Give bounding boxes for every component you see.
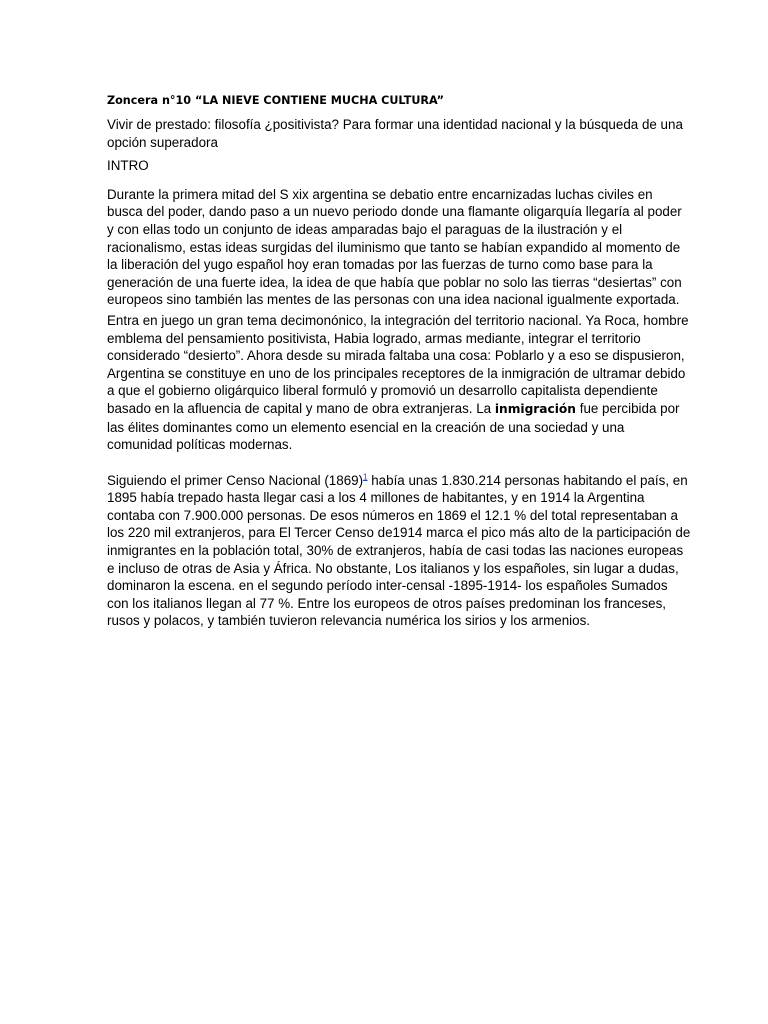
paragraph-1: Durante la primera mitad del S xix argentina se debatio entre encarnizadas luchas civiles en busca del poder, dando paso a un nuevo periodo donde una flamante oligarquía llegaría al poder y con ellas todo un conjunto de ideas amparadas bajo el paraguas de la ilustración y el racionalismo, estas ideas surgidas del iluminismo que tanto se habían expandido al momento de la liberación del yugo español hoy eran tomadas por las fuerzas de turno como base para la generación de una fuerte idea, la idea de que había que poblar no solo las tierras “desiertas” con europeos sino también las mentes de las personas con una idea nacional igualmente exportada. <box>107 186 682 308</box>
paragraph-2 <box>107 312 692 454</box>
footnote-link-1[interactable]: 1 <box>363 472 368 482</box>
paragraph-3 <box>107 472 692 630</box>
paragraph-2-text-start: Entra en juego un gran tema decimonónico, la integración del territorio nacional. Ya Roca, hombre emblema del pensamiento positivista, Habia logrado, armas mediante, integrar el territorio considerado “desierto”. Ahora desde su mirada faltaba una cosa: Poblarlo y a eso se dispusieron, Argentina se constituye en uno de los principales receptores de la inmigración de ultramar debido a que el gobierno oligárquico liberal formuló y promovió un desarrollo capitalista dependiente basado en la afluencia de capital y mano de obra extranjeras. La <box>107 312 689 416</box>
bold-term-inmigracion: inmigración <box>494 401 576 416</box>
paragraph-2-text-end: fue percibida por las élites dominantes como un elemento esencial en la creación de una sociedad y una comunidad políticas modernas. <box>107 400 680 453</box>
document-title: Zoncera n°10 “LA NIEVE CONTIENE MUCHA CULTURA” <box>107 94 445 107</box>
document-subtitle: Vivir de prestado: filosofía ¿positivista? Para formar una identidad nacional y la búsqueda de una opción superadora <box>107 117 683 150</box>
paragraph-3-text-start: Siguiendo el primer Censo Nacional (1869) <box>107 472 364 488</box>
paragraph-3-text-end: había unas 1.830.214 personas habitando el país, en 1895 había trepado hasta llegar casi a los 4 millones de habitantes, y en 1914 la Argentina contaba con 7.900.000 personas. De esos números en 1869 el 12.1 % del total representaban a los 220 mil extranjeros, para El Tercer Censo de1914 marca el pico más alto de la participación de inmigrantes en la población total, 30% de extranjeros, había de casi todas las naciones europeas e incluso de otras de Asia y África. No obstante, Los italianos y los españoles, sin lugar a dudas, dominaron la escena. en el segundo período inter-censal -1895-1914- los españoles Sumados con los italianos llegan al 77 %. Entre los europeos de otros países predominan los franceses, rusos y polacos, y también tuvieron relevancia numérica los sirios y los armenios. <box>107 472 691 629</box>
document-page <box>107 92 692 636</box>
section-heading-intro: INTRO <box>107 158 149 174</box>
